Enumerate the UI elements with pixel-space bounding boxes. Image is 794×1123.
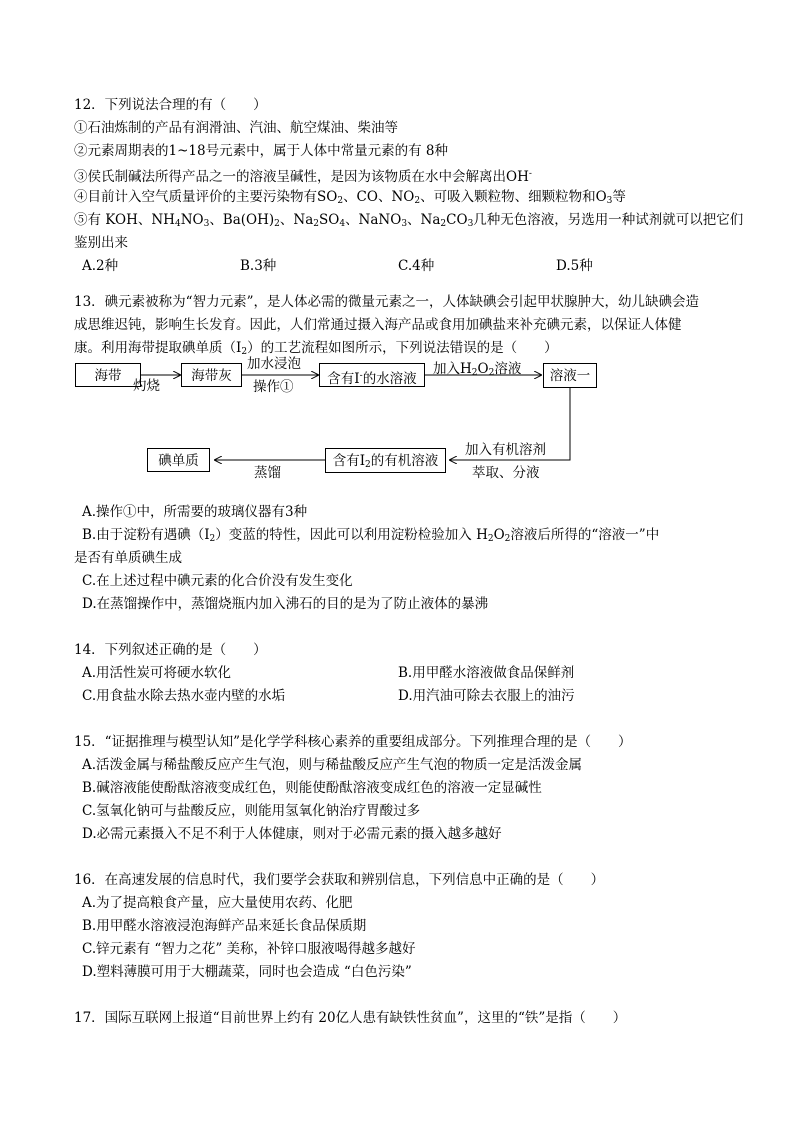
flow-box-kelp: 海带	[75, 363, 141, 387]
q16-option-a: A.为了提高粮食产量，应大量使用农药、化肥	[82, 895, 353, 911]
q12-option-c: C.4种	[398, 258, 435, 274]
flow-box-solution-one: 溶液一	[543, 363, 597, 388]
q16-option-d: D.塑料薄膜可用于大棚蔬菜，同时也会造成 “白色污染”	[82, 964, 412, 980]
q14-option-a: A.用活性炭可将硬水软化	[82, 665, 232, 681]
q13-option-b: B.由于淀粉有遇碘$(I_2)$变蓝的特性，因此可以利用淀粉检验加入 $H_2O_2$溶液后所得的“溶液一”中	[82, 527, 660, 544]
q15-option-d: D.必需元素摄入不足不利于人体健康，则对于必需元素的摄入越多越好	[82, 826, 502, 842]
q12-statement-1: ①石油炼制的产品有润滑油、汽油、航空煤油、柴油等	[74, 120, 398, 136]
q13-option-b-cont: 是否有单质碘生成	[74, 550, 182, 566]
q13-option-a: A.操作①中，所需要的玻璃仪器有3种	[82, 504, 308, 520]
q12-option-a: A.2种	[82, 258, 119, 274]
q14-stem: 14．下列叙述正确的是（ ）	[74, 642, 267, 658]
q15-option-a: A.活泼金属与稀盐酸反应产生气泡，则与稀盐酸反应产生气泡的物质一定是活泼金属	[82, 757, 583, 773]
q14-option-c: C.用食盐水除去热水壶内壁的水垢	[82, 688, 286, 704]
q12-statement-5: ⑤有 KOH、$NH_4NO_3$、$Ba(OH)_2$、$Na_2SO_4$、NaNO$_3$、$Na_2CO_3$几种无色溶液，另选用一种试剂就可以把它们	[74, 212, 744, 229]
q12-statement-4: ④目前计入空气质量评价的主要污染物有$SO_2$、CO、$NO_2$、可吸入颗粒物、细颗粒物和$O_3$等	[74, 189, 626, 206]
q13-stem-line1: 13．碘元素被称为“智力元素”，是人体必需的微量元素之一，人体缺碘会引起甲状腺肿大，幼儿缺碘会造	[74, 294, 699, 310]
q15-stem: 15．“证据推理与模型认知”是化学学科核心素养的重要组成部分。下列推理合理的是（ ）	[74, 734, 632, 750]
q13-stem-line3: 康。利用海带提取碘单质$(I_2)$的工艺流程如图所示，下列说法错误的是（ ）	[74, 340, 558, 357]
flow-box-organic-solution: 含有$I_2$的有机溶液	[325, 448, 446, 473]
flow-label-extraction: 萃取、分液	[472, 465, 540, 481]
q15-option-c: C.氢氧化钠可与盐酸反应，则能用氢氧化钠治疗胃酸过多	[82, 803, 421, 819]
q12-stem: 12．下列说法合理的有（ ）	[74, 97, 267, 113]
q14-option-b: B.用甲醛水溶液做食品保鲜剂	[398, 665, 575, 681]
flow-box-iodide-solution: 含有I-的水溶液	[319, 363, 425, 387]
flow-label-add-solvent: 加入有机溶剂	[465, 442, 546, 458]
flow-box-kelp-ash: 海带灰	[181, 363, 242, 387]
q12-option-d: D.5种	[556, 258, 593, 274]
q15-option-b: B.碱溶液能使酚酞溶液变成红色，则能使酚酞溶液变成红色的溶液一定显碱性	[82, 780, 542, 796]
q12-statement-5-cont: 鉴别出来	[74, 235, 128, 251]
flow-label-soak: 加水浸泡	[247, 356, 301, 372]
q12-statement-3: ③侯氏制碱法所得产品之一的溶液呈碱性，是因为该物质在水中会解离出OH-	[74, 169, 532, 185]
flow-label-add-h2o2: 加入$H_2O_2$溶液	[433, 361, 522, 378]
flow-label-burn: 灼烧	[133, 378, 160, 394]
q16-stem: 16．在高速发展的信息时代，我们要学会获取和辨别信息，下列信息中正确的是（ ）	[74, 872, 605, 888]
q14-option-d: D.用汽油可除去衣服上的油污	[398, 688, 575, 704]
q16-option-c: C.锌元素有 “智力之花” 美称，补锌口服液喝得越多越好	[82, 941, 416, 957]
q16-option-b: B.用甲醛水溶液浸泡海鲜产品来延长食品保质期	[82, 918, 367, 934]
q13-option-c: C.在上述过程中碘元素的化合价没有发生变化	[82, 573, 353, 589]
q17-stem: 17．国际互联网上报道“目前世界上约有 20亿人患有缺铁性贫血”，这里的“铁”是指（ ）	[74, 1010, 627, 1026]
q13-stem-line2: 成思维迟钝，影响生长发育。因此，人们常通过摄入海产品或食用加碘盐来补充碘元素，以保证人体健	[74, 317, 682, 333]
flow-label-operation1: 操作①	[253, 379, 294, 395]
q12-statement-2: ②元素周期表的1~18号元素中，属于人体中常量元素的有 8种	[74, 143, 448, 159]
q13-option-d: D.在蒸馏操作中，蒸馏烧瓶内加入沸石的目的是为了防止液体的暴沸	[82, 596, 489, 612]
flow-box-iodine: 碘单质	[147, 448, 210, 472]
flow-label-distill: 蒸馏	[254, 465, 281, 481]
q12-option-b: B.3种	[240, 258, 277, 274]
